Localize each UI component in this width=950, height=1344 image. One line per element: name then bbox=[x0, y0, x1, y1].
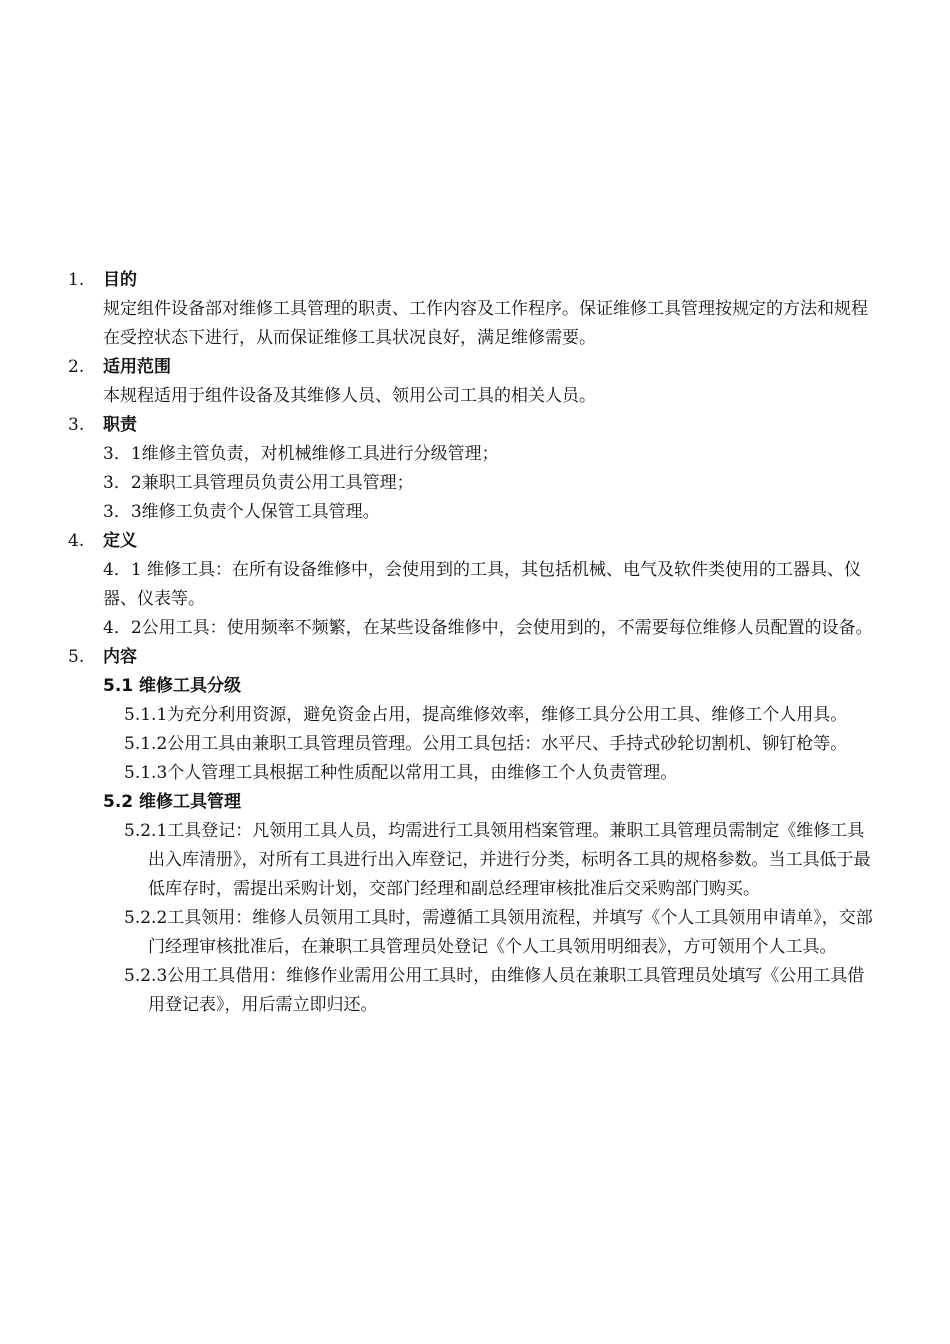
clause-item: 5.2.2工具领用：维修人员领用工具时，需遵循工具领用流程，并填写《个人工具领用申请单》，交部门经理审核批准后，在兼职工具管理员处登记《个人工具领用明细表》，方可领用个人工具。 bbox=[124, 908, 873, 957]
section-title: 适用范围 bbox=[103, 357, 171, 377]
clause-item: 5.1.1为充分利用资源，避免资金占用，提高维修效率，维修工具分公用工具、维修工个人用具。 bbox=[124, 705, 848, 725]
definition-item: 4．1 维修工具：在所有设备维修中，会使用到的工具，其包括机械、电气及软件类使用的工器具、仪器、仪表等。 bbox=[103, 560, 862, 609]
definition-item: 4．2公用工具：使用频率不频繁，在某些设备维修中，会使用到的，不需要每位维修人员配置的设备。 bbox=[103, 618, 873, 638]
section-number: 4. bbox=[68, 531, 85, 551]
section-content bbox=[0, 643, 950, 1020]
paragraph: 本规程适用于组件设备及其维修人员、领用公司工具的相关人员。 bbox=[103, 386, 596, 406]
section-purpose bbox=[0, 266, 950, 353]
section-definitions bbox=[0, 527, 950, 643]
section-scope bbox=[0, 353, 950, 411]
clause-item: 5.1.3个人管理工具根据工种性质配以常用工具，由维修工个人负责管理。 bbox=[124, 763, 678, 783]
section-title: 职责 bbox=[103, 415, 137, 435]
section-number: 2. bbox=[68, 357, 85, 377]
section-heading bbox=[0, 353, 950, 382]
paragraph: 规定组件设备部对维修工具管理的职责、工作内容及工作程序。保证维修工具管理按规定的方法和规程在受控状态下进行，从而保证维修工具状况良好，满足维修需要。 bbox=[103, 299, 868, 348]
clause-item: 5.1.2公用工具由兼职工具管理员管理。公用工具包括：水平尺、手持式砂轮切割机、铆钉枪等。 bbox=[124, 734, 848, 754]
section-title: 定义 bbox=[103, 531, 137, 551]
clause-item: 5.2.1工具登记：凡领用工具人员，均需进行工具领用档案管理。兼职工具管理员需制定《维修工具出入库清册》，对所有工具进行出入库登记，并进行分类，标明各工具的规格参数。当工具低于最低库存时，需提出采购计划，交部门经理和副总经理审核批准后交采购部门购买。 bbox=[124, 821, 871, 899]
section-heading bbox=[0, 527, 950, 556]
section-heading bbox=[0, 266, 950, 295]
section-responsibilities bbox=[0, 411, 950, 527]
section-heading bbox=[0, 643, 950, 672]
clause-item: 5.2.3公用工具借用：维修作业需用公用工具时，由维修人员在兼职工具管理员处填写《公用工具借用登记表》，用后需立即归还。 bbox=[124, 966, 865, 1015]
subsection-title: 5.2 维修工具管理 bbox=[103, 792, 242, 812]
section-number: 5. bbox=[68, 647, 85, 667]
subsection-title: 5.1 维修工具分级 bbox=[103, 676, 242, 696]
list-item: 3．1维修主管负责，对机械维修工具进行分级管理； bbox=[103, 444, 499, 464]
list-item: 3．3维修工负责个人保管工具管理。 bbox=[103, 502, 380, 522]
section-heading bbox=[0, 411, 950, 440]
section-number: 3. bbox=[68, 415, 85, 435]
section-title: 内容 bbox=[103, 647, 137, 667]
section-number: 1. bbox=[68, 270, 85, 290]
section-title: 目的 bbox=[103, 270, 137, 290]
top-margin bbox=[0, 0, 950, 266]
list-item: 3．2兼职工具管理员负责公用工具管理； bbox=[103, 473, 414, 493]
